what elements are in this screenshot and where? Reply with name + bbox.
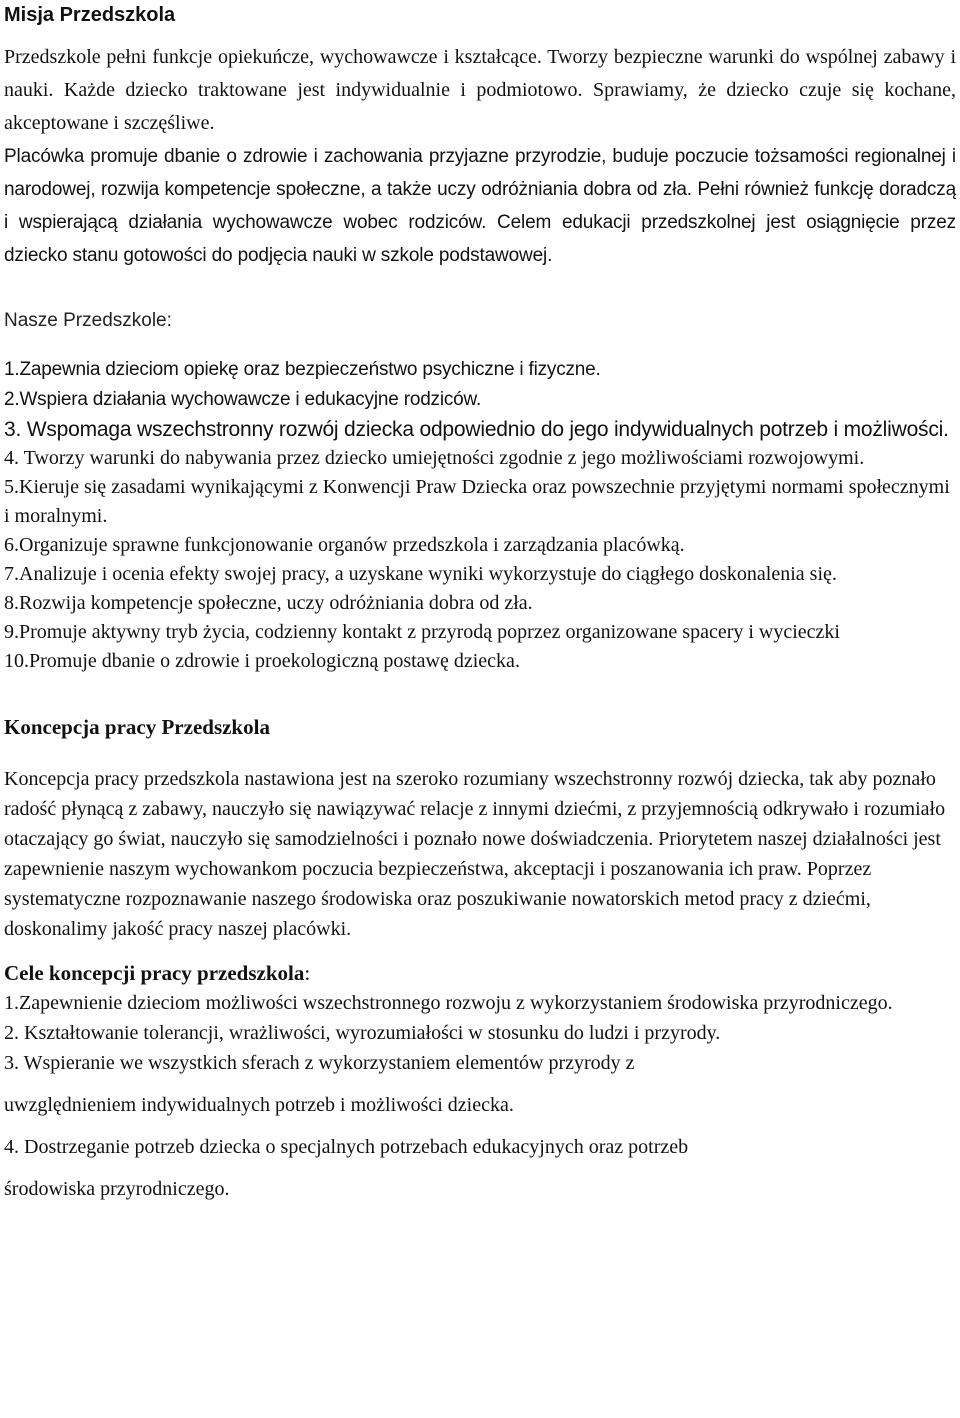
goal-item-continued: uwzględnieniem indywidualnych potrzeb i możliwości dziecka. bbox=[4, 1094, 514, 1116]
mission-title: Misja Przedszkola bbox=[4, 4, 176, 26]
concept-paragraph: Koncepcja pracy przedszkola nastawiona jest na szeroko rozumiany wszechstronny rozwój dziecka, tak aby poznało radość płynącą z zabawy, nauczyło się nawiązywać relacje z innymi dziećmi, z przyjemnością odkrywało i rozumiało otaczający go świat, nauczyło się samodzielności i poznało nowe doświadczenia. Priorytetem naszej działalności jest zapewnienie naszym wychowankom poczucia bezpieczeństwa, akceptacji i poszanowania ich praw. Poprzez systematyczne rozpoznawanie naszego środowiska oraz poszukiwanie nowatorskich metod pracy z dziećmi, doskonalimy jakość pracy naszej placówki. bbox=[4, 768, 946, 940]
mission-paragraph-1: Przedszkole pełni funkcje opiekuńcze, wychowawcze i kształcące. Tworzy bezpieczne warunki do wspólnej zabawy i nauki. Każde dziecko traktowane jest indywidualnie i podmiotowo. Sprawiamy, że dziecko czuje się kochane, akceptowane i szczęśliwe. bbox=[4, 46, 956, 134]
goal-item: 3. Wspieranie we wszystkich sferach z wykorzystaniem elementów przyrody z bbox=[4, 1052, 635, 1074]
goal-item: 2. Kształtowanie tolerancji, wrażliwości, wyrozumiałości w stosunku do ludzi i przyrody. bbox=[4, 1022, 721, 1044]
list-item: 7.Analizuje i ocenia efekty swojej pracy, a uzyskane wyniki wykorzystuje do ciągłego doskonalenia się. bbox=[4, 563, 837, 585]
goals-list bbox=[4, 988, 956, 1204]
goals-title-row bbox=[4, 958, 956, 988]
list-item: 10.Promuje dbanie o zdrowie i proekologiczną postawę dziecka. bbox=[4, 650, 520, 672]
list-intro: Nasze Przedszkole: bbox=[4, 310, 172, 331]
mission-list bbox=[4, 355, 956, 676]
list-item: 6.Organizuje sprawne funkcjonowanie organów przedszkola i zarządzania placówką. bbox=[4, 534, 685, 556]
list-item: 5.Kieruje się zasadami wynikającymi z Konwencji Praw Dziecka oraz powszechnie przyjętymi normami społecznymi i moralnymi. bbox=[4, 476, 950, 527]
list-item: 9.Promuje aktywny tryb życia, codzienny kontakt z przyrodą poprzez organizowane spacery i wycieczki bbox=[4, 621, 840, 643]
goals-title-colon: : bbox=[304, 961, 311, 985]
list-item: 1.Zapewnia dzieciom opiekę oraz bezpieczeństwo psychiczne i fizyczne. bbox=[4, 359, 601, 380]
concept-title: Koncepcja pracy Przedszkola bbox=[4, 715, 270, 739]
list-item: 3. Wspomaga wszechstronny rozwój dziecka odpowiednio do jego indywidualnych potrzeb i możliwości. bbox=[4, 418, 949, 441]
goal-item: 4. Dostrzeganie potrzeb dziecka o specjalnych potrzebach edukacyjnych oraz potrzeb bbox=[4, 1136, 689, 1158]
list-item: 2.Wspiera działania wychowawcze i edukacyjne rodziców. bbox=[4, 389, 482, 410]
mission-paragraph-2: Placówka promuje dbanie o zdrowie i zachowania przyjazne przyrodzie, buduje poczucie tożsamości regionalnej i narodowej, rozwija kompetencje społeczne, a także uczy odróżniania dobra od zła. Pełni również funkcję doradczą i wspierającą działania wychowawcze wobec rodziców. Celem edukacji przedszkolnej jest osiągnięcie przez dziecko stanu gotowości do podjęcia nauki w szkole podstawowej. bbox=[4, 146, 956, 266]
list-item: 4. Tworzy warunki do nabywania przez dziecko umiejętności zgodnie z jego możliwościami rozwojowymi. bbox=[4, 447, 865, 469]
document-page bbox=[4, 0, 956, 1204]
goal-item-continued: środowiska przyrodniczego. bbox=[4, 1178, 230, 1200]
goals-title: Cele koncepcji pracy przedszkola bbox=[4, 961, 305, 985]
list-item: 8.Rozwija kompetencje społeczne, uczy odróżniania dobra od zła. bbox=[4, 592, 533, 614]
goal-item: 1.Zapewnienie dzieciom możliwości wszechstronnego rozwoju z wykorzystaniem środowiska przyrodniczego. bbox=[4, 992, 893, 1014]
